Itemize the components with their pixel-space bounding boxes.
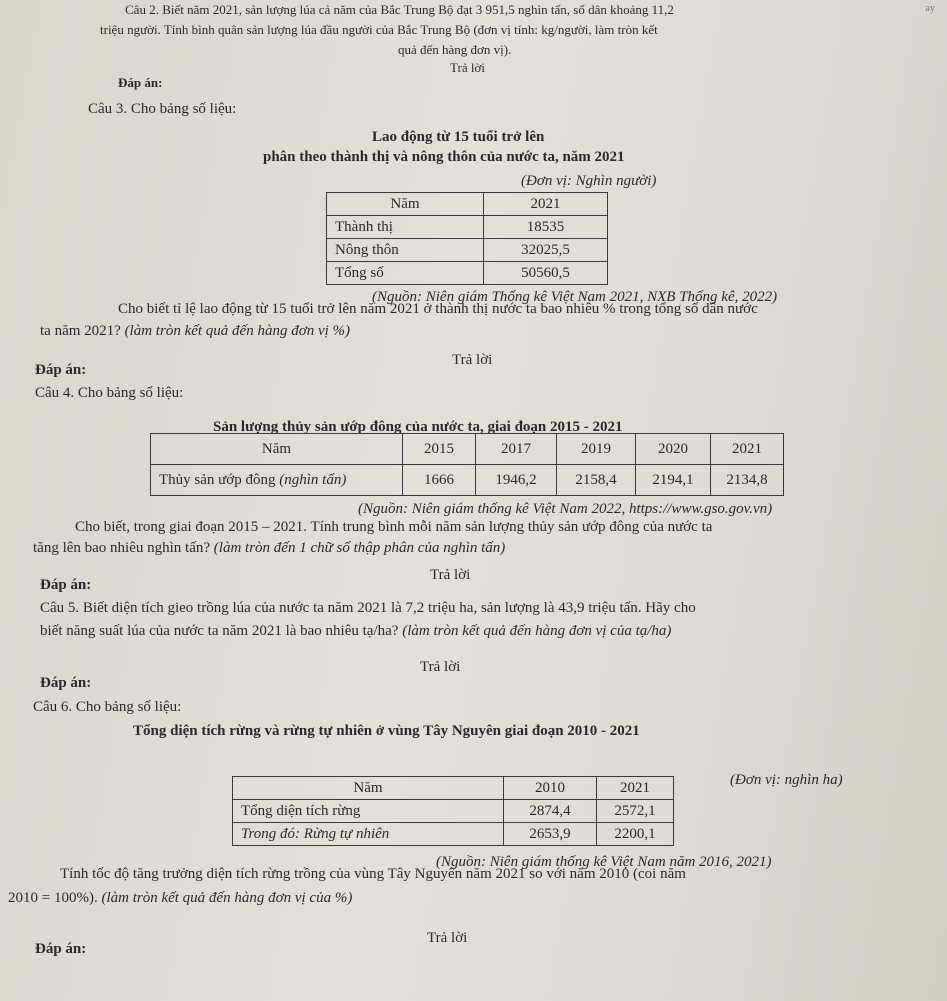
q3-row-label: Nông thôn bbox=[327, 239, 484, 262]
q3-title-1: Lao động từ 15 tuổi trở lên bbox=[372, 129, 545, 145]
q6-row-value-2021: 2572,1 bbox=[597, 800, 674, 823]
q3-answer-header: Trả lời bbox=[452, 352, 493, 368]
q6-body-2-text: 2010 = 100%). bbox=[8, 890, 98, 906]
q3-header-year: Năm bbox=[327, 193, 484, 216]
q6-header-2010: 2010 bbox=[504, 777, 597, 800]
q4-value-2017: 1946,2 bbox=[476, 465, 557, 496]
q6-answer-label: Đáp án: bbox=[35, 941, 87, 957]
q3-row-label: Thành thị bbox=[327, 216, 484, 239]
table-row bbox=[151, 465, 784, 496]
q4-row-label bbox=[151, 465, 403, 496]
q4-intro: Câu 4. Cho bảng số liệu: bbox=[35, 385, 184, 401]
q2-line-2: triệu người. Tính bình quân sản lượng lúa đầu người của Bắc Trung Bộ (đơn vị tính: kg/người, làm tròn kết bbox=[100, 22, 658, 37]
q4-header-2015: 2015 bbox=[403, 434, 476, 465]
q4-header-2020: 2020 bbox=[636, 434, 711, 465]
q4-row-label-text: Thủy sản ướp đông bbox=[159, 471, 276, 488]
q3-header-2021: 2021 bbox=[484, 193, 608, 216]
q6-unit: (Đơn vị: nghìn ha) bbox=[730, 772, 843, 788]
q3-row-value: 32025,5 bbox=[484, 239, 608, 262]
q6-row-value-2021: 2200,1 bbox=[597, 823, 674, 846]
q5-line-2 bbox=[40, 622, 671, 640]
q3-row-label: Tổng số bbox=[327, 262, 484, 285]
q4-value-2015: 1666 bbox=[403, 465, 476, 496]
q4-source: (Nguồn: Niên giám thống kê Việt Nam 2022, https://www.gso.gov.vn) bbox=[358, 501, 773, 517]
q6-header-2021: 2021 bbox=[597, 777, 674, 800]
q3-body-2-note: (làm tròn kết quả đến hàng đơn vị %) bbox=[124, 323, 351, 339]
q3-unit: (Đơn vị: Nghìn người) bbox=[521, 173, 657, 189]
q4-title: Sản lượng thủy sản ướp đông của nước ta, giai đoạn 2015 - 2021 bbox=[213, 419, 623, 435]
q3-table-header bbox=[327, 193, 608, 216]
table-row bbox=[327, 216, 608, 239]
q6-intro: Câu 6. Cho bảng số liệu: bbox=[33, 699, 182, 715]
q6-header-year: Năm bbox=[233, 777, 504, 800]
q5-answer-label: Đáp án: bbox=[40, 675, 92, 691]
q6-row-label: Tổng diện tích rừng bbox=[233, 800, 504, 823]
q4-table-header bbox=[151, 434, 784, 465]
q6-table bbox=[232, 776, 674, 846]
q3-row-value: 18535 bbox=[484, 216, 608, 239]
q4-body-2 bbox=[33, 539, 505, 557]
table-row bbox=[327, 239, 608, 262]
q6-body-2 bbox=[8, 889, 352, 907]
q4-answer-header: Trả lời bbox=[430, 567, 471, 583]
q6-row-label: Trong đó: Rừng tự nhiên bbox=[233, 823, 504, 846]
q6-row-value-2010: 2653,9 bbox=[504, 823, 597, 846]
table-row bbox=[233, 800, 674, 823]
q3-title-2: phân theo thành thị và nông thôn của nước ta, năm 2021 bbox=[263, 149, 625, 165]
q6-body-2-note: (làm tròn kết quả đến hàng đơn vị của %) bbox=[101, 890, 353, 906]
q5-line-2-note: (làm tròn kết quả đến hàng đơn vị của tạ/ha) bbox=[402, 623, 672, 639]
q6-row-value-2010: 2874,4 bbox=[504, 800, 597, 823]
q6-source: (Nguồn: Niên giám thống kê Việt Nam năm 2016, 2021) bbox=[436, 854, 772, 870]
q3-source: (Nguồn: Niên giám Thống kê Việt Nam 2021, NXB Thống kê, 2022) bbox=[372, 289, 778, 305]
q6-body-1: Tính tốc độ tăng trưởng diện tích rừng trồng của vùng Tây Nguyên năm 2021 so với năm 2010 (coi năm bbox=[60, 866, 686, 882]
q3-body-2-text: ta năm 2021? bbox=[40, 323, 121, 339]
q4-body-2-note: (làm tròn đến 1 chữ số thập phân của nghìn tấn) bbox=[213, 540, 506, 556]
q5-answer-header: Trả lời bbox=[420, 659, 461, 675]
q4-body-1: Cho biết, trong giai đoạn 2015 – 2021. Tính trung bình mỗi năm sản lượng thủy sản ướp đông của nước ta bbox=[75, 519, 713, 535]
table-row bbox=[233, 823, 674, 846]
q6-title: Tổng diện tích rừng và rừng tự nhiên ở vùng Tây Nguyên giai đoạn 2010 - 2021 bbox=[133, 723, 640, 739]
q3-answer-label: Đáp án: bbox=[35, 362, 87, 378]
q2-answer-label: Đáp án: bbox=[118, 75, 163, 90]
q4-header-year: Năm bbox=[151, 434, 403, 465]
q3-table bbox=[326, 192, 608, 285]
q4-header-2021: 2021 bbox=[711, 434, 784, 465]
q5-line-1: Câu 5. Biết diện tích gieo trồng lúa của nước ta năm 2021 là 7,2 triệu ha, sản lượng là 43,9 triệu tấn. Hãy cho bbox=[40, 600, 696, 616]
q4-value-2021: 2134,8 bbox=[711, 465, 784, 496]
corner-mark: ay bbox=[925, 3, 935, 14]
q6-answer-header: Trả lời bbox=[427, 930, 468, 946]
q2-line-1: Câu 2. Biết năm 2021, sản lượng lúa cả năm của Bắc Trung Bộ đạt 3 951,5 nghìn tấn, số dân khoảng 11,2 bbox=[125, 2, 674, 17]
q3-body-1: Cho biết tỉ lệ lao động từ 15 tuổi trở lên năm 2021 ở thành thị nước ta bao nhiêu % trong tổng số dân nước bbox=[118, 301, 758, 317]
q4-header-2017: 2017 bbox=[476, 434, 557, 465]
q6-table-header bbox=[233, 777, 674, 800]
q4-value-2020: 2194,1 bbox=[636, 465, 711, 496]
q4-answer-label: Đáp án: bbox=[40, 577, 92, 593]
q5-line-2-text: biết năng suất lúa của nước ta năm 2021 là bao nhiêu tạ/ha? bbox=[40, 623, 399, 639]
q3-intro: Câu 3. Cho bảng số liệu: bbox=[88, 101, 237, 117]
table-row bbox=[327, 262, 608, 285]
q4-table bbox=[150, 433, 784, 496]
q2-line-3: quả đến hàng đơn vị). bbox=[398, 42, 512, 57]
q4-body-2-text: tăng lên bao nhiêu nghìn tấn? bbox=[33, 540, 211, 556]
q3-body-2 bbox=[40, 322, 350, 340]
q4-row-label-unit: (nghìn tấn) bbox=[279, 471, 347, 488]
q3-row-value: 50560,5 bbox=[484, 262, 608, 285]
q4-value-2019: 2158,4 bbox=[557, 465, 636, 496]
q2-answer-header: Trả lời bbox=[450, 60, 485, 75]
q4-header-2019: 2019 bbox=[557, 434, 636, 465]
